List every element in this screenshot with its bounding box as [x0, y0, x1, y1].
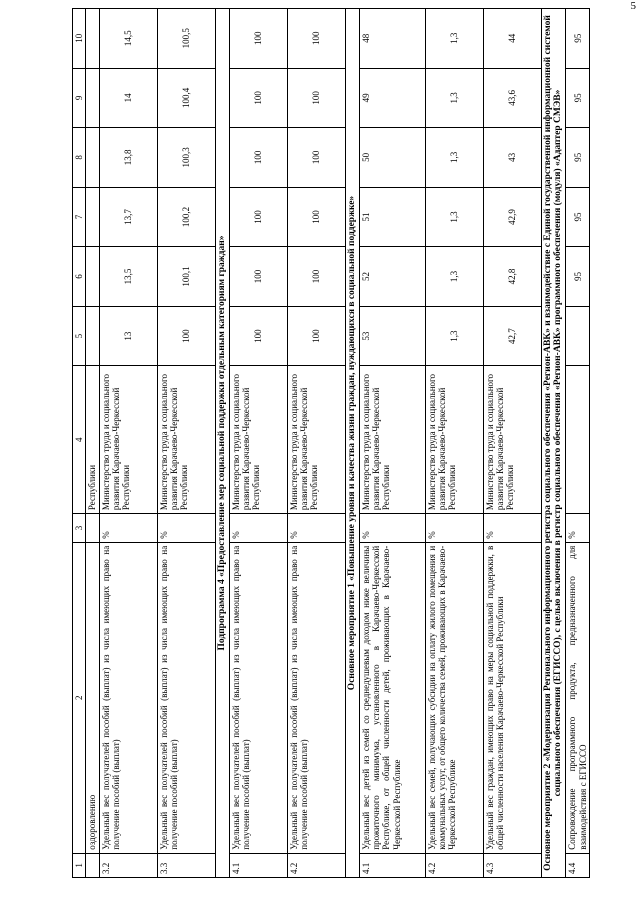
- row-number: 4.1: [229, 853, 287, 877]
- table-row: [566, 9, 590, 878]
- value-cell: 100: [229, 187, 287, 247]
- executor: Министерство труда и социального развития Карачаево-Черкесской Республики: [287, 366, 345, 514]
- section-title: Основное мероприятие 1 «Повышение уровня и качества жизни граждан, нуждающихся в социальной поддержке»: [345, 9, 359, 878]
- value-cell: 100: [229, 247, 287, 307]
- value-cell: 1,3: [425, 306, 483, 366]
- value-cell: 42,7: [483, 306, 541, 366]
- unit: %: [287, 514, 345, 543]
- indicators-table: [72, 8, 590, 878]
- indicator-name: Удельный вес получателей пособий (выплат) из числа имеющих право на получение пособий (выплат): [287, 542, 345, 853]
- value-cell: 14: [99, 68, 157, 128]
- unit: %: [359, 514, 425, 543]
- value-cell: 100: [229, 9, 287, 69]
- table-row: [99, 9, 157, 878]
- value-cell: 100: [229, 128, 287, 188]
- value-cell: 100: [229, 68, 287, 128]
- header-cell: 5: [73, 306, 86, 366]
- section-title: Основное мероприятие 2 «Модернизация Регионального информационного регистра социального обеспечения «Регион-АВК» и взаимодействие с Единой государственной информационной системой социального обеспечения (ЕГИССО), с целью включения в регистр социального обеспечения «Регион-АВК» программного обеспечения (модуля) «Адаптер СМЭВ»: [541, 9, 566, 878]
- row-number: 4.2: [287, 853, 345, 877]
- indicator-name: Удельный вес граждан, имеющих право на меры социальной поддержки, в общей численности населения Карачаево-Черкесской Республики: [483, 542, 541, 853]
- table-row: [483, 9, 541, 878]
- table-row: [157, 9, 215, 878]
- value-cell: 42,8: [483, 247, 541, 307]
- executor: Республики: [86, 366, 99, 514]
- unit: %: [483, 514, 541, 543]
- value-cell: 43: [483, 128, 541, 188]
- table-row: [86, 9, 99, 878]
- value-cell: 13,7: [99, 187, 157, 247]
- value-cell: 42,9: [483, 187, 541, 247]
- value-cell: 1,3: [425, 187, 483, 247]
- unit: %: [566, 514, 590, 543]
- table-row: [359, 9, 425, 878]
- value-cell: 100: [287, 9, 345, 69]
- header-cell: 3: [73, 514, 86, 543]
- row-number: [86, 853, 99, 877]
- section-row: [541, 9, 566, 878]
- row-number: 4.2: [425, 853, 483, 877]
- executor: Министерство труда и социального развития Карачаево-Черкесской Республики: [483, 366, 541, 514]
- value-cell: 100: [287, 128, 345, 188]
- indicator-name: оздоровлению: [86, 542, 99, 853]
- value-cell: 100,4: [157, 68, 215, 128]
- value-cell: 43,6: [483, 68, 541, 128]
- value-cell: 100,1: [157, 247, 215, 307]
- executor: Министерство труда и социального развития Карачаево-Черкесской Республики: [99, 366, 157, 514]
- value-cell: 1,3: [425, 9, 483, 69]
- value-cell: 13,8: [99, 128, 157, 188]
- header-cell: 6: [73, 247, 86, 307]
- indicator-name: Удельный вес получателей пособий (выплат) из числа имеющих право на получение пособий (выплат): [99, 542, 157, 853]
- indicator-name: Удельный вес семей, получающих субсидии на оплату жилого помещения и коммунальных услуг, от общего количества семей, проживающих в Карачаево-Черкесской Республике: [425, 542, 483, 853]
- section-row: [215, 9, 229, 878]
- executor: Министерство труда и социального развития Карачаево-Черкесской Республики: [157, 366, 215, 514]
- value-cell: 51: [359, 187, 425, 247]
- indicator-name: Удельный вес получателей пособий (выплат) из числа имеющих право на получение пособий (выплат): [157, 542, 215, 853]
- value-cell: 49: [359, 68, 425, 128]
- value-cell: 44: [483, 9, 541, 69]
- indicator-name: Сопровождение программного продукта, предназначенного для взаимодействия с ЕГИССО: [566, 542, 590, 853]
- row-number: 3.2: [99, 853, 157, 877]
- rotated-page: [72, 8, 588, 878]
- value-cell: 1,3: [425, 68, 483, 128]
- value-cell: 48: [359, 9, 425, 69]
- value-cell: 100: [287, 68, 345, 128]
- section-title: Подпрограмма 4 «Предоставление мер социальной поддержки отдельным категориям граждан»: [215, 9, 229, 878]
- row-number: 4.4: [566, 853, 590, 877]
- unit: %: [157, 514, 215, 543]
- value-cell: 95: [566, 9, 590, 69]
- header-cell: 9: [73, 68, 86, 128]
- indicator-name: Удельный вес получателей пособий (выплат) из числа имеющих право на получение пособий (выплат): [229, 542, 287, 853]
- value-cell: 100,5: [157, 9, 215, 69]
- section-row: [345, 9, 359, 878]
- executor: Министерство труда и социального развития Карачаево-Черкесской Республики: [359, 366, 425, 514]
- value-cell: 100: [287, 306, 345, 366]
- value-cell: 95: [566, 128, 590, 188]
- value-cell: 100: [229, 306, 287, 366]
- value-cell: 52: [359, 247, 425, 307]
- header-cell: 1: [73, 853, 86, 877]
- header-cell: 10: [73, 9, 86, 69]
- unit: %: [425, 514, 483, 543]
- value-cell: 95: [566, 187, 590, 247]
- unit: [86, 514, 99, 543]
- value-cell: 100: [287, 187, 345, 247]
- header-cell: 4: [73, 366, 86, 514]
- value-cell: 53: [359, 306, 425, 366]
- header-cell: 2: [73, 542, 86, 853]
- row-number: 4.1: [359, 853, 425, 877]
- value-cell: 100,2: [157, 187, 215, 247]
- row-number: 3.3: [157, 853, 215, 877]
- value-cell: 100,3: [157, 128, 215, 188]
- unit: %: [99, 514, 157, 543]
- table-row: [287, 9, 345, 878]
- executor: Министерство труда и социального развития Карачаево-Черкесской Республики: [229, 366, 287, 514]
- value-cell: 1,3: [425, 128, 483, 188]
- executor: Министерство труда и социального развития Карачаево-Черкесской Республики: [425, 366, 483, 514]
- value-cell: 13: [99, 306, 157, 366]
- page-number: 5: [630, 0, 636, 12]
- unit: %: [229, 514, 287, 543]
- header-cell: 8: [73, 128, 86, 188]
- table-row: [425, 9, 483, 878]
- value-cell: 13,5: [99, 247, 157, 307]
- value-cell: 100: [157, 306, 215, 366]
- header-cell: 7: [73, 187, 86, 247]
- value-cell: 50: [359, 128, 425, 188]
- executor: [566, 366, 590, 514]
- value-cell: [566, 306, 590, 366]
- value-cell: 95: [566, 247, 590, 307]
- value-cell: 14,5: [99, 9, 157, 69]
- value-cell: 95: [566, 68, 590, 128]
- value-cell: 1,3: [425, 247, 483, 307]
- table-row: [229, 9, 287, 878]
- header-row: [73, 9, 86, 878]
- row-number: 4.3: [483, 853, 541, 877]
- indicator-name: Удельный вес детей из семей со среднедушевым доходом ниже величины прожиточного минимума, установленного в Карачаево-Черкесской Республике, от общей численности детей, проживающих в Карачаево-Черкесской Республике: [359, 542, 425, 853]
- value-cell: 100: [287, 247, 345, 307]
